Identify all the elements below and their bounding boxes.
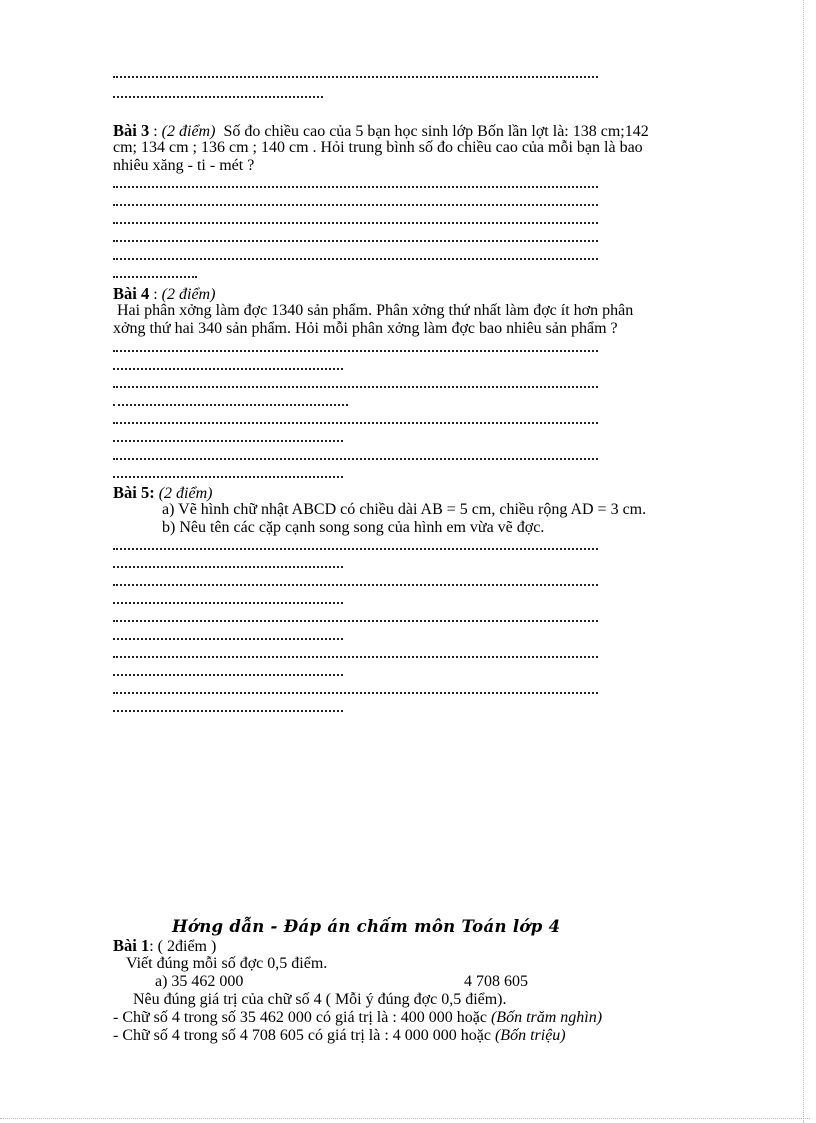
- answer-line: [113, 566, 343, 568]
- answer-line: [113, 584, 598, 586]
- answer-line: [113, 76, 598, 78]
- answer-line: [113, 222, 598, 224]
- bai4-points: (2 điểm): [161, 286, 216, 303]
- answer-line: [113, 240, 598, 242]
- answer-line: [113, 476, 343, 478]
- answer-line: [113, 440, 343, 442]
- bai5-label: Bài 5:: [113, 483, 155, 502]
- answer-line: [113, 548, 598, 550]
- bai4-heading: [113, 284, 215, 304]
- answer-bai1-label: Bài 1: [113, 936, 150, 955]
- answer-title: Hớng dẫn - Đáp án chấm môn Toán lớp 4: [172, 917, 561, 936]
- bai5-item-a: a) Vẽ hình chữ nhật ABCD có chiều dài AB = 5 cm, chiều rộng AD = 3 cm.: [162, 501, 647, 518]
- answer-line: [113, 692, 598, 694]
- bai3-heading: [113, 121, 649, 141]
- answer-line: [113, 96, 323, 98]
- answer-line1: Viết đúng mỗi số đợc 0,5 điểm.: [126, 955, 328, 972]
- answer-b-value: 4 708 605: [464, 973, 528, 990]
- answer-line: [113, 204, 598, 206]
- bai3-line3: nhiêu xăng - ti - mét ?: [113, 157, 255, 174]
- answer-line: [113, 458, 598, 460]
- answer-bai1-heading: [113, 936, 216, 956]
- bai3-line2: cm; 134 cm ; 136 cm ; 140 cm . Hỏi trung bình số đo chiều cao của mỗi bạn là bao: [113, 139, 643, 156]
- answer-line4-main: - Chữ số 4 trong số 35 462 000 có giá trị là : 400 000 hoặc: [113, 1009, 491, 1026]
- answer-line: [113, 422, 598, 424]
- answer-line5-main: - Chữ số 4 trong số 4 708 605 có giá trị là : 4 000 000 hoặc: [113, 1027, 495, 1044]
- answer-line: [113, 386, 598, 388]
- answer-line4: [113, 1009, 602, 1027]
- answer-line: [113, 350, 598, 352]
- bai5-heading: [113, 483, 212, 503]
- answer-line: [113, 186, 598, 188]
- bai4-colon: :: [149, 286, 162, 303]
- bai3-label: Bài 3: [113, 121, 150, 140]
- answer-line3: Nêu đúng giá trị của chữ số 4 ( Mỗi ý đúng đợc 0,5 điểm).: [133, 991, 507, 1008]
- answer-line: [113, 258, 598, 260]
- bai4-label: Bài 4: [113, 284, 150, 303]
- bai4-line1: Hai phân xởng làm đợc 1340 sản phẩm. Phân xởng thứ nhất làm đợc ít hơn phân: [117, 302, 634, 319]
- answer-bai1-points: : ( 2điểm ): [149, 938, 217, 955]
- bai5-points: (2 điểm): [158, 485, 213, 502]
- answer-line: [113, 368, 343, 370]
- answer-line: [113, 638, 343, 640]
- bai5-item-b: b) Nêu tên các cặp cạnh song song của hình em vừa vẽ đợc.: [162, 519, 545, 536]
- page-edge: [0, 1118, 810, 1119]
- answer-line5: [113, 1027, 566, 1045]
- answer-line: [113, 674, 343, 676]
- answer-line: [113, 710, 343, 712]
- answer-line4-italic: (Bốn trăm nghìn): [490, 1009, 603, 1026]
- bai3-line1: Số đo chiều cao của 5 bạn học sinh lớp Bốn lần lợt là: 138 cm;142: [223, 123, 649, 140]
- answer-a: a) 35 462 000: [155, 973, 244, 990]
- answer-line: [113, 276, 197, 278]
- page-edge: [803, 0, 804, 1123]
- answer-line: [113, 656, 598, 658]
- bai3-colon: :: [149, 123, 162, 140]
- answer-line: [113, 602, 343, 604]
- bai3-points: (2 điểm): [161, 123, 216, 140]
- answer-line: [113, 404, 348, 406]
- bai4-line2: xởng thứ hai 340 sản phẩm. Hỏi mỗi phân xởng làm đợc bao nhiêu sản phẩm ?: [113, 320, 618, 337]
- answer-line5-italic: (Bốn triệu): [494, 1027, 566, 1044]
- answer-line: [113, 620, 598, 622]
